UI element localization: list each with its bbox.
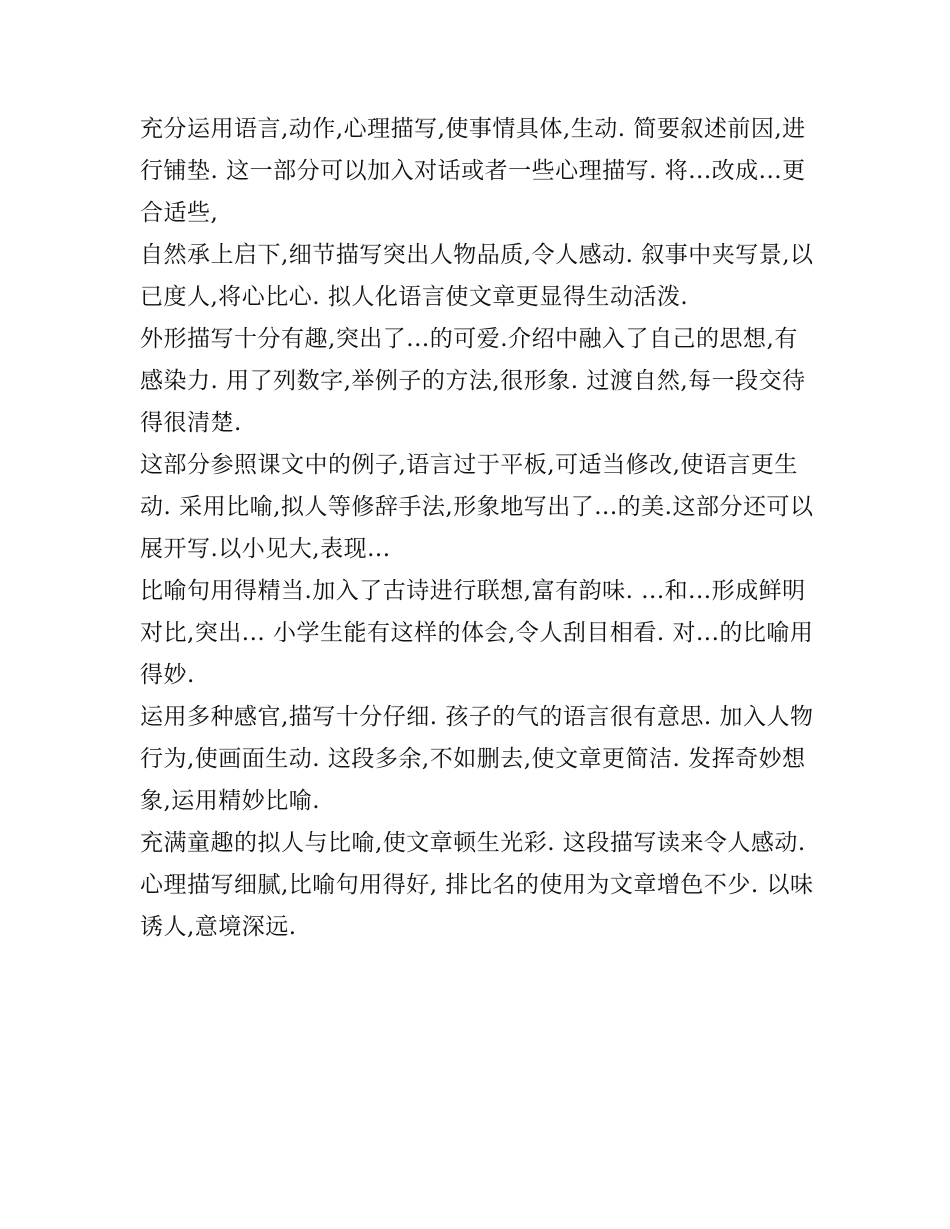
paragraph-4: 这部分参照课文中的例子,语言过于平板,可适当修改,使语言更生动. 采用比喻,拟人等修辞手法,形象地写出了...的美.这部分还可以展开写.以小见大,表现...	[140, 452, 814, 562]
paragraph-7: 充满童趣的拟人与比喻,使文章顿生光彩. 这段描写读来令人感动. 心理描写细腻,比喻句用得好, 排比名的使用为文章增色不少. 以味诱人,意境深远.	[140, 830, 814, 940]
paragraph-5: 比喻句用得精当.加入了古诗进行联想,富有韵味. ...和...形成鲜明对比,突出... 小学生能有这样的体会,令人刮目相看. 对...的比喻用得妙.	[140, 578, 814, 688]
paragraph-1: 充分运用语言,动作,心理描写,使事情具体,生动. 简要叙述前因,进行铺垫. 这一部分可以加入对话或者一些心理描写. 将...改成...更合适些,	[140, 116, 806, 226]
paragraph-3: 外形描写十分有趣,突出了...的可爱.介绍中融入了自己的思想,有感染力. 用了列数字,举例子的方法,很形象. 过渡自然,每一段交待得很清楚.	[140, 326, 806, 436]
paragraph-2: 自然承上启下,细节描写突出人物品质,令人感动. 叙事中夹写景,以已度人,将心比心. 拟人化语言使文章更显得生动活泼.	[140, 242, 814, 310]
document-body	[140, 108, 820, 948]
paragraph-6: 运用多种感官,描写十分仔细. 孩子的气的语言很有意思. 加入人物行为,使画面生动. 这段多余,不如删去,使文章更简洁. 发挥奇妙想象,运用精妙比喻.	[140, 704, 814, 814]
